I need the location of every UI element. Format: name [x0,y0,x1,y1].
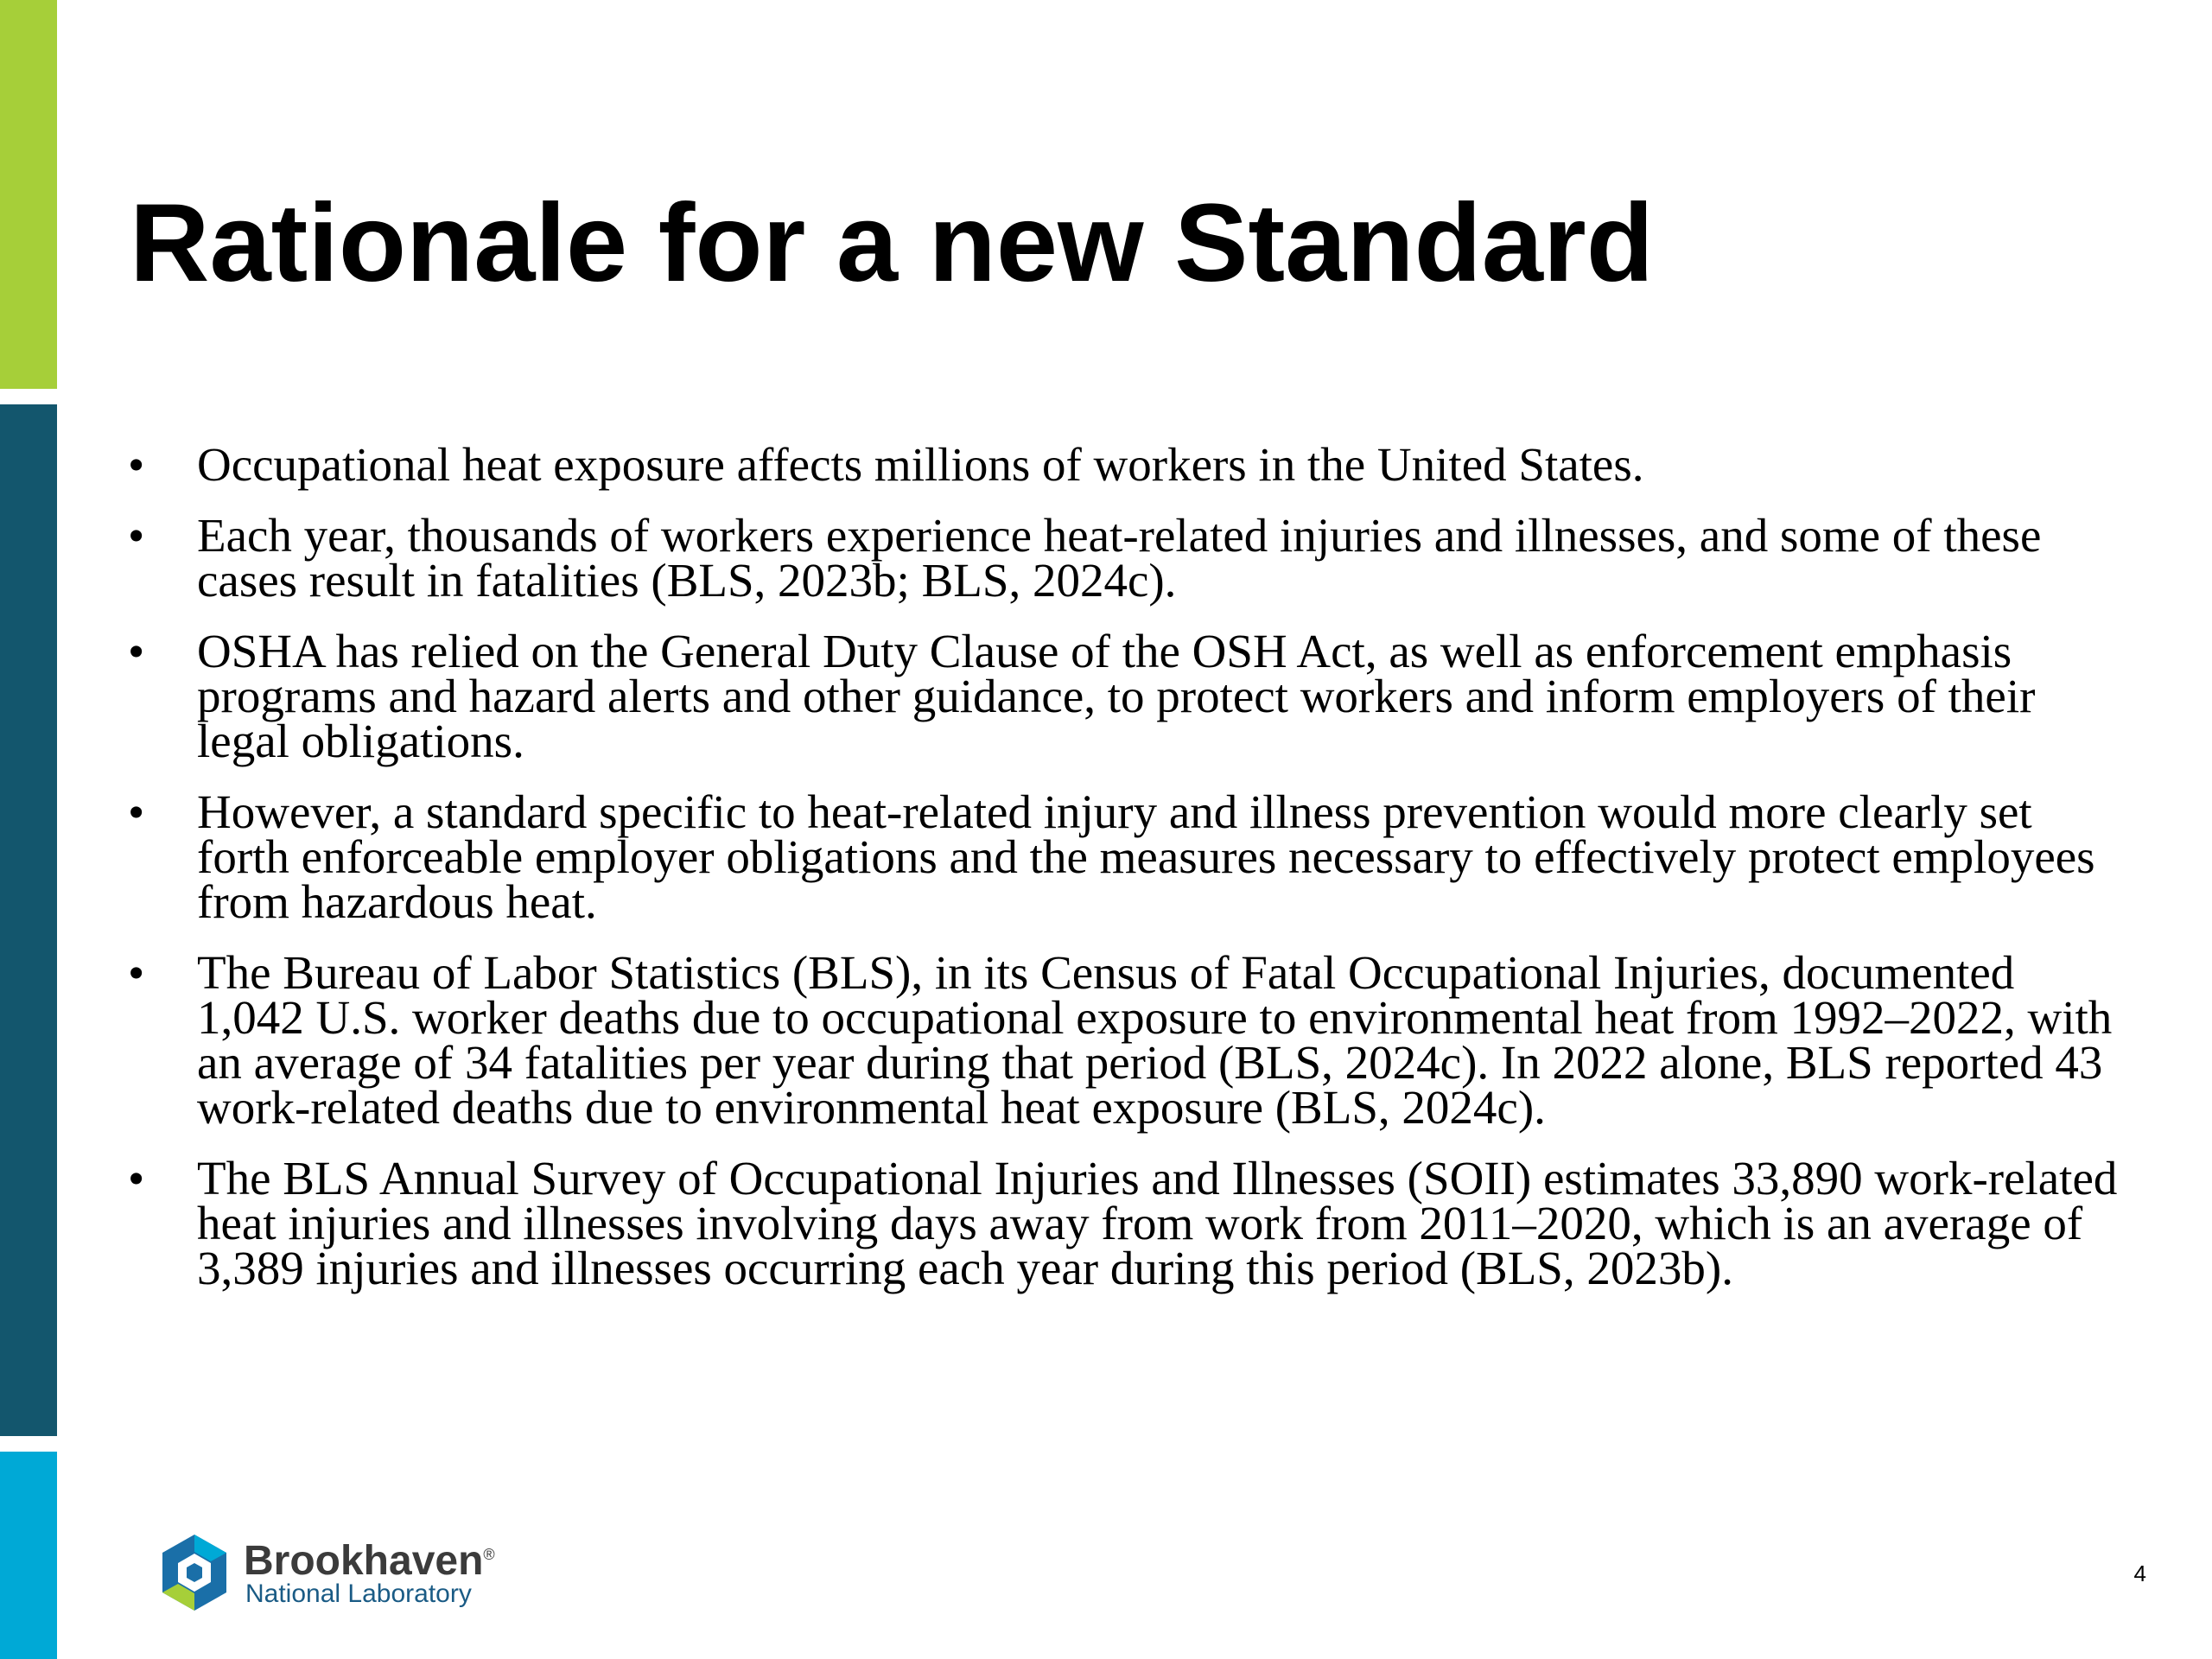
bullet-item [128,1152,2124,1294]
accent-bar-navy [0,404,57,1436]
bullet-item [128,625,2124,767]
bullet-item [128,438,2124,491]
accent-bar-green [0,0,57,389]
brookhaven-logo [157,1531,520,1618]
bullet-dot: • [128,785,145,838]
bullet-item [128,509,2124,607]
bullet-text: However, a standard specific to heat-related injury and illness prevention would more clearly set forth enforceable employer obligations and the measures necessary to effectively protect employees from hazardous heat. [197,785,2095,928]
bullet-text: Each year, thousands of workers experience heat-related injuries and illnesses, and some of these cases result in fatalities (BLS, 2023b; BLS, 2024c). [197,509,2042,607]
logo-name [244,1531,495,1585]
logo-subtitle: National Laboratory [245,1580,472,1608]
bullet-text: Occupational heat exposure affects millions of workers in the United States. [197,438,1644,491]
bullet-item [128,946,2124,1134]
slide-title: Rationale for a new Standard [130,181,1654,305]
bullet-dot: • [128,625,145,677]
bullet-text: The BLS Annual Survey of Occupational Injuries and Illnesses (SOII) estimates 33,890 work-related heat injuries and illnesses involving days away from work from 2011–2020, which is an average of 3,389 injuries and illnesses occurring each year during this period (BLS, 2023b). [197,1152,2118,1294]
bullet-item [128,785,2124,928]
bullet-text: The Bureau of Labor Statistics (BLS), in its Census of Fatal Occupational Injuries, documented 1,042 U.S. worker deaths due to occupational exposure to environmental heat from 1992–2022, with an average of 34 fatalities per year during that period (BLS, 2024c). In 2022 alone, BLS reported 43 work-related deaths due to environmental heat exposure (BLS, 2024c). [197,946,2113,1134]
hexagon-logo-icon [157,1531,232,1614]
bullet-dot: • [128,438,145,491]
page-number: 4 [2133,1560,2146,1586]
bullet-dot: • [128,509,145,562]
logo-trademark: ® [483,1546,495,1563]
accent-bar-cyan [0,1452,57,1659]
bullet-text: OSHA has relied on the General Duty Clause of the OSH Act, as well as enforcement emphasis programs and hazard alerts and other guidance, to protect workers and inform employers of their legal obligations. [197,625,2036,767]
bullet-list [128,438,2124,1317]
bullet-dot: • [128,946,145,999]
logo-name-text: Brookhaven [244,1538,484,1584]
bullet-dot: • [128,1152,145,1205]
